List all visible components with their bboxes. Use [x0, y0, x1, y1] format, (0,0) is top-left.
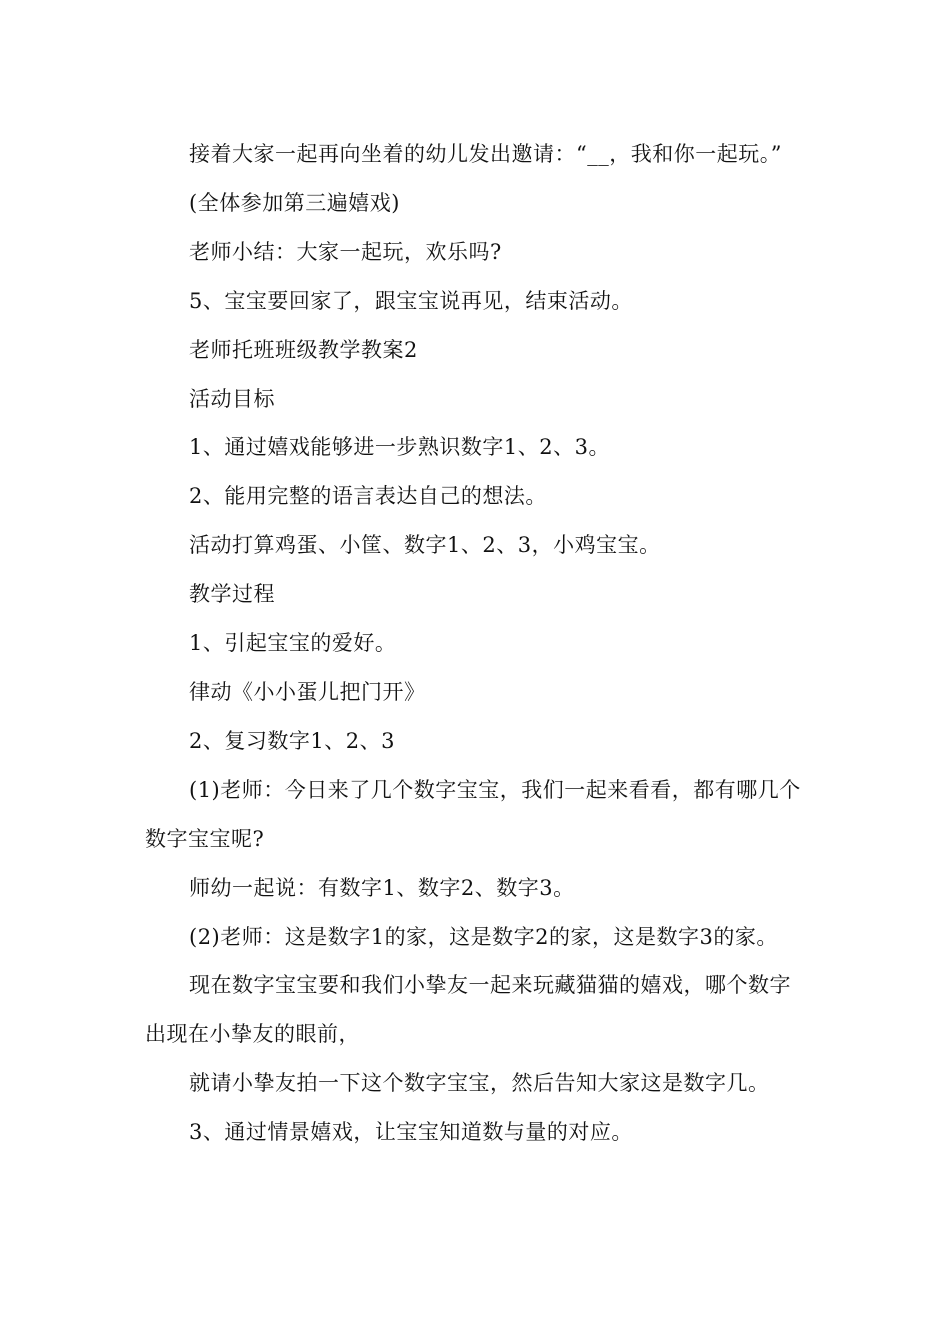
- paragraph: 就请小挚友拍一下这个数字宝宝，然后告知大家这是数字几。: [189, 1071, 770, 1096]
- paragraph: 1、引起宝宝的爱好。: [189, 631, 397, 656]
- paragraph: (1)老师：今日来了几个数字宝宝，我们一起来看看，都有哪几个数字宝宝呢?: [145, 777, 801, 851]
- paragraph: 5、宝宝要回家了，跟宝宝说再见，结束活动。: [189, 288, 633, 313]
- paragraph: 律动《小小蛋儿把门开》: [189, 679, 426, 704]
- section-heading: 教学过程: [189, 582, 275, 607]
- paragraph: 接着大家一起再向坐着的幼儿发出邀请：“__，我和你一起玩。”: [189, 142, 782, 166]
- paragraph: (全体参加第三遍嬉戏): [189, 190, 400, 215]
- paragraph: 1、通过嬉戏能够进一步熟识数字1、2、3。: [189, 435, 610, 460]
- paragraph: 师幼一起说：有数字1、数字2、数字3。: [189, 875, 575, 900]
- section-heading: 老师托班班级教学教案2: [189, 337, 418, 362]
- document-body: [145, 130, 810, 1157]
- paragraph: 3、通过情景嬉戏，让宝宝知道数与量的对应。: [189, 1120, 633, 1145]
- paragraph: (2)老师：这是数字1的家，这是数字2的家，这是数字3的家。: [189, 924, 778, 949]
- paragraph: 老师小结：大家一起玩，欢乐吗?: [189, 239, 502, 264]
- paragraph: 活动打算鸡蛋、小筐、数字1、2、3，小鸡宝宝。: [189, 533, 661, 558]
- section-heading: 活动目标: [189, 386, 275, 411]
- paragraph: 现在数字宝宝要和我们小挚友一起来玩藏猫猫的嬉戏，哪个数字出现在小挚友的眼前，: [145, 973, 791, 1047]
- paragraph: 2、能用完整的语言表达自己的想法。: [189, 484, 547, 509]
- paragraph: 2、复习数字1、2、3: [189, 728, 395, 753]
